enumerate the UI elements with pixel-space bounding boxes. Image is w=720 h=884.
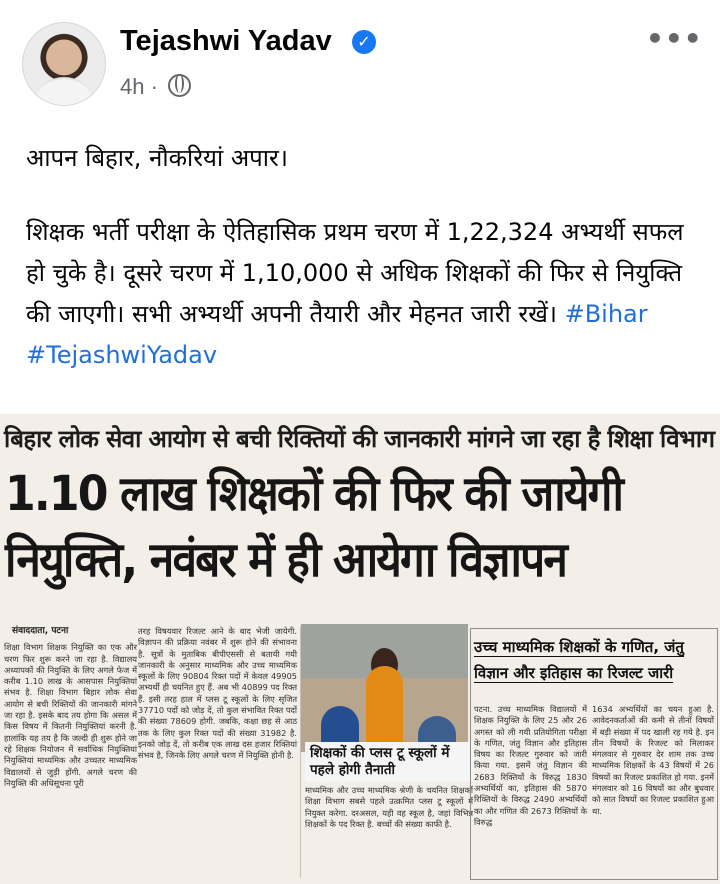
article-column-four <box>474 704 587 828</box>
article-column-two <box>138 626 297 762</box>
clipping-headline <box>5 461 658 593</box>
author-avatar[interactable] <box>22 22 106 106</box>
headline-line-two: नियुक्ति, नवंबर में ही आयेगा विज्ञापन <box>5 532 567 588</box>
result-story-title: उच्च माध्यमिक शिक्षकों के गणित, जंतु विज्ञान और इतिहास का रिजल्ट जारी <box>474 638 684 682</box>
post-meta <box>120 74 191 100</box>
photo-caption: शिक्षकों की प्लस टू स्कूलों में पहले होगी तैनाती <box>305 742 475 782</box>
teacher-shape <box>366 666 403 749</box>
column-two-text: तरह विषयवार रिजल्ट आने के बाद भेजी जायेगी. विज्ञापन की प्रक्रिया नवंबर में शुरू होने की संभावना है. सूत्रों के मुताबिक बीपीएससी से बतायी गयी जानकारी के अनुसार माध्यमिक और उच्च माध्यमिक स्कूलों के लिए 90804 रिक्त पदों में केवल 49905 अभ्यर्थी ही चयनित हुए हैं. अब भी 40899 पद रिक्त हैं. इसी तरह हाल में प्लस टू स्कूलों के लिए सृजित 37710 पदों को जोड़ दें, तो कुल संभावित रिक्त पदों की संख्या 78609 होगी. जबकि, कक्षा छह से आठ तक के लिए कुल रिक्त पदों की संख्या 31982 है. इनको जोड़ दें, तो करीब एक लाख दस हजार रिक्तियां संभव है, जिनके लिए अगले चरण में नियुक्ति होनी है. <box>138 626 297 761</box>
meta-separator: · <box>150 74 158 99</box>
column-three-text: माध्यमिक और उच्च माध्यमिक श्रेणी के चयनित शिक्षकों शिक्षा विभाग सबसे पहले उत्क्रमित प्लस टू स्कूलों में नियुक्त करेगा. दरअसल, यही वह स्कूल है, जहां विभिन्न शिक्षकों के पद रिक्त है. बच्चों की संख्या काफी है. <box>305 785 473 829</box>
post-text <box>26 138 704 376</box>
post-line-one: आपन बिहार, नौकरियां अपार। <box>26 144 288 172</box>
author-name[interactable]: Tejashwi Yadav <box>120 25 332 57</box>
more-options-icon[interactable]: ••• <box>646 22 703 55</box>
classroom-photo <box>301 624 468 752</box>
post-hashtags[interactable]: #Bihar #TejashwiYadav <box>26 300 648 369</box>
article-column-five <box>592 704 714 817</box>
post-body <box>26 212 704 376</box>
article-byline: संवाददाता, पटना <box>12 626 69 636</box>
verified-check-icon: ✓ <box>352 30 376 54</box>
headline-line-one: 1.10 लाख शिक्षकों की फिर की जायेगी <box>5 466 623 522</box>
article-column-three <box>305 785 473 830</box>
clipping-kicker: बिहार लोक सेवा आयोग से बची रिक्तियों की जानकारी मांगने जा रहा है शिक्षा विभाग <box>4 425 715 453</box>
column-one-text: शिक्षा विभाग शिक्षक नियुक्ति का एक और चरण फिर शुरू करने जा रहा है. विद्यालय अध्यापकों की नियुक्ति के लिए अगले फेज में करीब 1.10 लाख के आसपास नियुक्तियां संभव है. शिक्षा विभाग बिहार लोक सेवा आयोग से बची रिक्तियों की जानकारी मांगने जा रहा है. इसके बाद तय होगा कि असल में किस विषय में कितनी नियुक्तियां करनी है. हालांकि यह तय है कि जल्दी ही शुरू होने जा रहे शिक्षक नियोजन में सर्वाधिक नियुक्तियां नियुक्तियां माध्यमिक और उच्चतर माध्यमिक विद्यालयों से जुड़ी होंगी. अगले चरण की नियुक्ति की अधिसूचना पूरी <box>4 642 137 788</box>
paragraph-gap <box>26 179 704 212</box>
post-body-text: शिक्षक भर्ती परीक्षा के ऐतिहासिक प्रथम चरण में 1,22,324 अभ्यर्थी सफल हो चुके है। दूसरे चरण में 1,10,000 से अधिक शिक्षकों की फिर से नियुक्ति की जाएगी। सभी अभ्यर्थी अपनी तैयारी और मेहनत जारी रखें। <box>26 218 684 328</box>
article-column-one <box>4 626 137 789</box>
globe-icon[interactable] <box>168 74 191 97</box>
avatar-shirt <box>37 77 91 106</box>
post-header <box>0 0 720 120</box>
column-five-text: 1634 अभ्यर्थियों का चयन हुआ है. आवेदनकर्ताओं की कमी से तीनों विषयों में बड़ी संख्या में पद खाली रह गये है. इन तीन विषयों के रिजल्ट को मिलाकर मंगलवार से गुरुवार देर शाम तक उच्च माध्यमिक शिक्षकों के 43 विषयों में 26 विषयों का रिजल्ट प्रकाशित हो गया. इनमें मंगलवार को 16 विषयों का और बुधवार को सात विषयों का रिजल्ट प्रकाशित हुआ था. <box>592 704 714 816</box>
post-time[interactable]: 4h <box>120 74 145 99</box>
column-four-text: पटना. उच्च माध्यमिक विद्यालयों में शिक्षक नियुक्ति के लिए 25 और 26 अगस्त को ली गयी प्रतियोगिता परीक्षा के गणित, जंतु विज्ञान और इतिहास विषय का रिजल्ट गुरुवार को जारी किया गया. इसमें जंतु विज्ञान की 2683 रिक्तियों के विरुद्ध 1830 अभ्यर्थियों का, इतिहास की 5870 रिक्तियों के विरुद्ध 2490 अभ्यर्थियों का और गणित की 2673 रिक्तियों के विरुद्ध <box>474 704 587 827</box>
